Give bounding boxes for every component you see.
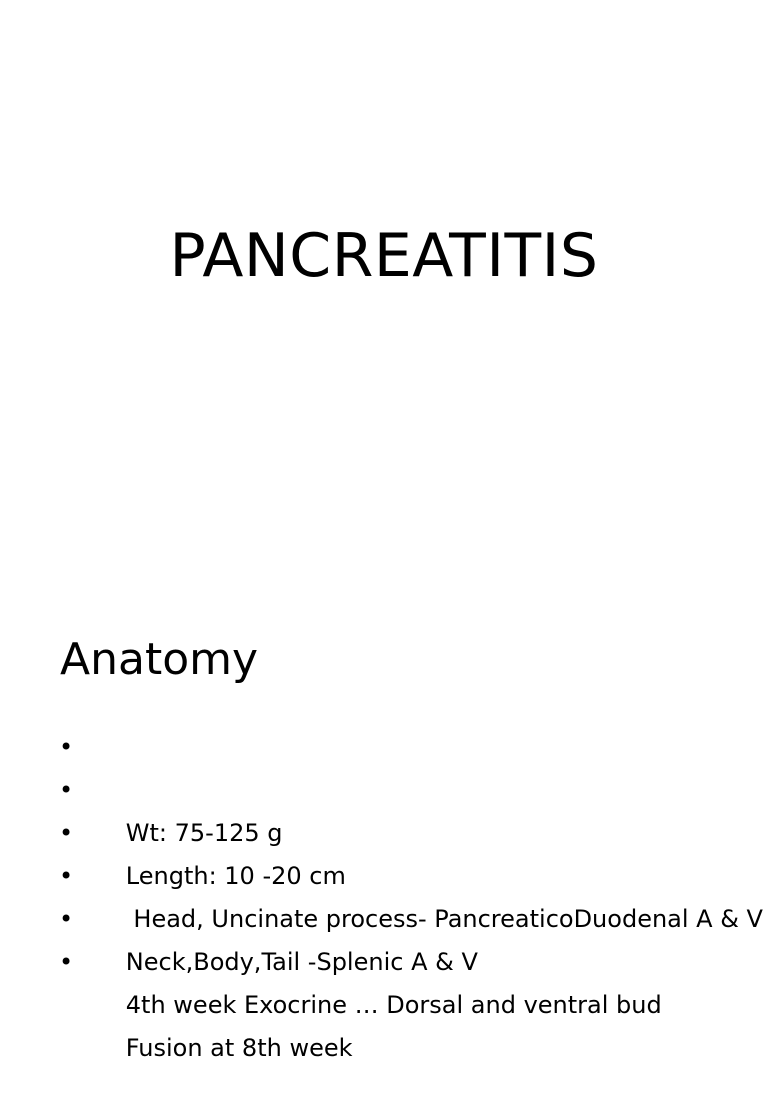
bullet-text: Wt: 75-125 g <box>125 819 283 847</box>
bullet-text: Neck,Body,Tail -Splenic A & V <box>125 948 478 976</box>
bullet-icon: • <box>59 819 74 847</box>
slide-title: PANCREATITIS <box>169 221 599 291</box>
slide-heading: Anatomy <box>60 634 259 685</box>
bullet-text: Fusion at 8th week <box>125 1034 353 1062</box>
bullet-text: Length: 10 -20 cm <box>125 862 346 890</box>
bullet-icon: • <box>59 905 74 933</box>
title-slide <box>0 0 768 512</box>
bullet-text: 4th week Exocrine … Dorsal and ventral bud <box>125 991 662 1019</box>
bullet-item-weight <box>58 726 763 847</box>
bullet-icon: • <box>59 733 74 761</box>
bullet-icon: • <box>59 948 74 976</box>
anatomy-slide <box>0 512 768 1062</box>
bullet-icon: • <box>59 776 74 804</box>
bullet-icon: • <box>59 862 74 890</box>
bullet-text: Head, Uncinate process- PancreaticoDuodenal A & V <box>125 905 763 933</box>
bullet-list <box>58 726 763 1062</box>
